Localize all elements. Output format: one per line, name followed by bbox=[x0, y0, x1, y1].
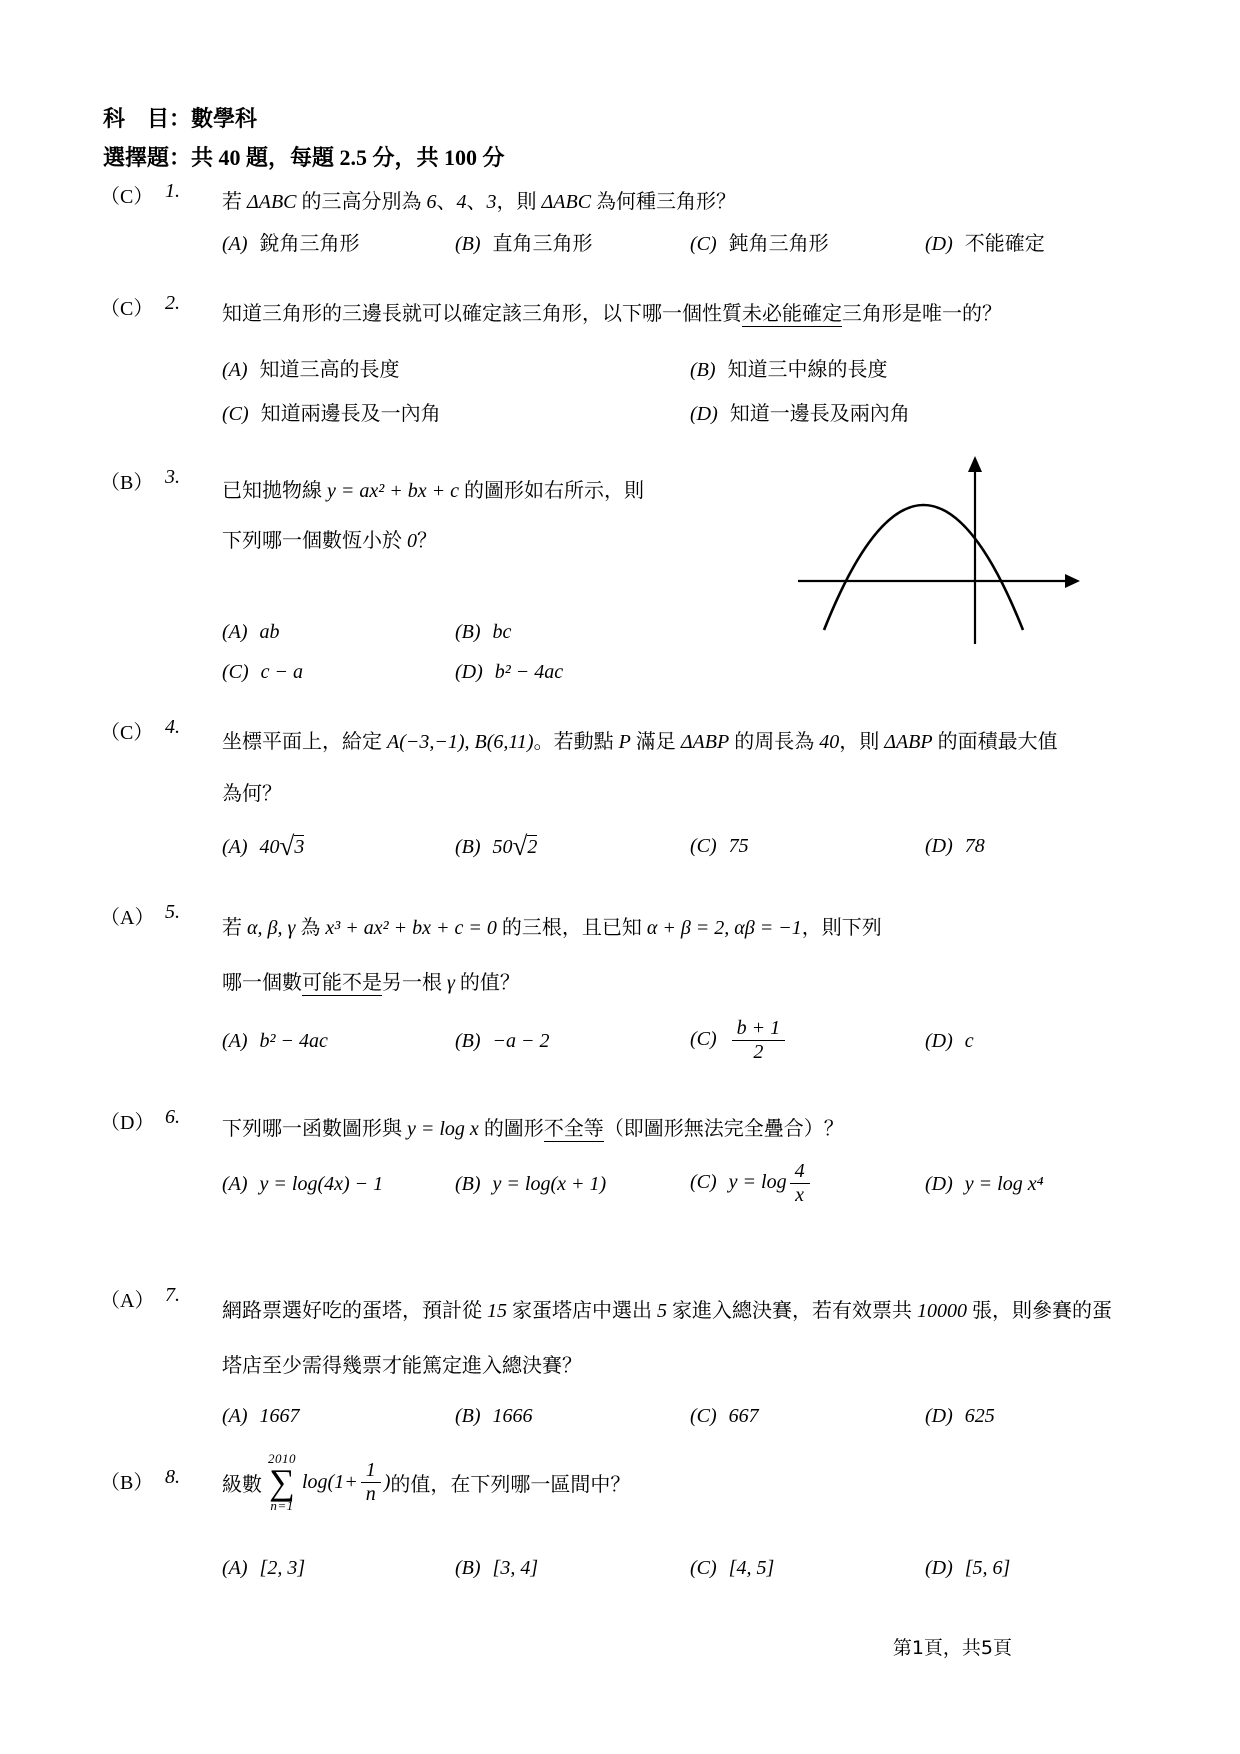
answer-label: （A） bbox=[100, 907, 155, 929]
option-text: −a − 2 bbox=[492, 1029, 550, 1052]
option-item bbox=[222, 392, 690, 436]
option-item bbox=[925, 826, 1160, 867]
question-body bbox=[222, 716, 1160, 867]
math-expression: 4 bbox=[456, 191, 467, 213]
question-number: 5. bbox=[165, 901, 180, 923]
option-item bbox=[690, 392, 1160, 436]
radicand: 3 bbox=[294, 836, 305, 858]
option-text: 銳角三角形 bbox=[259, 233, 360, 255]
option-label: (A) bbox=[222, 1029, 248, 1052]
stem-line bbox=[222, 956, 1160, 1011]
fraction bbox=[361, 1459, 381, 1506]
option-item bbox=[455, 1396, 690, 1436]
options-grid bbox=[222, 224, 1160, 264]
option-text: 知道三中線的長度 bbox=[727, 359, 888, 381]
math-expression: α, β, γ bbox=[247, 917, 296, 939]
math-expression: 40 bbox=[819, 731, 840, 753]
question-body bbox=[222, 1438, 1160, 1588]
option-text: 不能確定 bbox=[964, 233, 1045, 255]
options-grid bbox=[222, 612, 742, 692]
option-label: (A) bbox=[222, 1557, 248, 1579]
stem-text: 的三高分別為 bbox=[296, 191, 427, 213]
option-text: 直角三角形 bbox=[492, 233, 593, 255]
stem-text: 為何種三角形？ bbox=[591, 191, 737, 213]
stem-text: 的三根，且已知 bbox=[496, 917, 647, 939]
option-text: 鈍角三角形 bbox=[728, 233, 829, 255]
stem-text: 為何？ bbox=[222, 783, 282, 805]
option-label: (D) bbox=[925, 835, 953, 857]
option-text: 知道兩邊長及一內角 bbox=[260, 403, 441, 425]
option-item bbox=[690, 826, 925, 867]
stem-text: 家進入總決賽，若有效票共 bbox=[667, 1300, 917, 1322]
stem-text: 哪一個數 bbox=[222, 972, 302, 994]
math-expression: y = log x bbox=[407, 1118, 479, 1140]
parabola-curve bbox=[824, 505, 1023, 630]
option-text: [3, 4] bbox=[492, 1557, 539, 1579]
math-expression: y = ax² + bx + c bbox=[327, 480, 459, 502]
option-label: (D) bbox=[925, 1172, 953, 1195]
math-expression: ΔABP bbox=[884, 731, 933, 753]
options-grid bbox=[222, 348, 1160, 436]
option-item bbox=[925, 224, 1160, 264]
stem-text: 網路票選好吃的蛋塔，預計從 bbox=[222, 1300, 487, 1322]
option-item bbox=[455, 826, 690, 867]
stem-line bbox=[222, 768, 1160, 820]
option-item bbox=[925, 1021, 1160, 1061]
radical-icon: √ bbox=[512, 831, 528, 861]
stem-text: 家蛋塔店中選出 bbox=[507, 1300, 657, 1322]
option-label: (D) bbox=[925, 1405, 953, 1427]
question-stem bbox=[222, 1438, 1160, 1526]
option-item bbox=[690, 1396, 925, 1436]
option-text: 知道三高的長度 bbox=[259, 359, 400, 381]
question-stem bbox=[222, 180, 1160, 224]
option-label: (B) bbox=[690, 359, 716, 381]
option-text: 1667 bbox=[259, 1405, 300, 1427]
option-item bbox=[222, 826, 455, 867]
math-expression: 3 bbox=[486, 191, 497, 213]
option-label: (B) bbox=[455, 233, 481, 255]
math-expression: ΔABC bbox=[541, 191, 592, 213]
option-label: (C) bbox=[222, 661, 249, 683]
option-item bbox=[690, 1017, 925, 1064]
math-expression: P bbox=[618, 731, 631, 753]
question-number: 3. bbox=[165, 466, 180, 488]
math-expression: 0 bbox=[407, 530, 417, 552]
option-label: (C) bbox=[690, 1405, 717, 1427]
option-label: (A) bbox=[222, 1405, 248, 1427]
stem-text: 的周長為 bbox=[729, 731, 820, 753]
option-label: (D) bbox=[925, 233, 953, 255]
stem-text: 若 bbox=[222, 191, 247, 213]
options-grid bbox=[222, 1017, 1160, 1064]
question-stem bbox=[222, 1106, 1160, 1152]
option-label: (A) bbox=[222, 836, 248, 858]
option-text: ab bbox=[259, 621, 280, 643]
sqrt-coefficient: 50 bbox=[492, 836, 513, 858]
stem-text: 的值，在下列哪一區間中？ bbox=[390, 1473, 631, 1496]
option-label: (B) bbox=[455, 836, 481, 858]
summation-upper-bound: 2010 bbox=[268, 1450, 296, 1466]
underlined-text: 不全等 bbox=[543, 1118, 604, 1140]
option-text: 78 bbox=[964, 835, 985, 857]
answer-label: （C） bbox=[100, 186, 154, 208]
option-item bbox=[455, 1164, 690, 1204]
stem-text: 。若動點 bbox=[533, 731, 619, 753]
option-item bbox=[690, 348, 1160, 392]
option-label: (D) bbox=[690, 403, 718, 425]
option-label: (A) bbox=[222, 359, 248, 381]
fraction-denominator: n bbox=[365, 1482, 376, 1505]
underlined-text: 可能不是 bbox=[302, 972, 382, 994]
option-item bbox=[222, 612, 455, 652]
question-7 bbox=[100, 1284, 1160, 1436]
option-text: y = log bbox=[728, 1171, 787, 1194]
option-label: (A) bbox=[222, 1172, 248, 1195]
option-item bbox=[690, 1160, 925, 1207]
stem-line bbox=[222, 1339, 1160, 1394]
math-expression: α + β = 2, αβ = −1 bbox=[646, 917, 802, 939]
option-text: y = log(x + 1) bbox=[492, 1172, 607, 1195]
math-expression: 10000 bbox=[917, 1300, 967, 1322]
question-stem bbox=[222, 292, 1160, 336]
option-label: (A) bbox=[222, 233, 248, 255]
summation bbox=[268, 1452, 296, 1512]
math-expression: ) bbox=[383, 1470, 391, 1493]
question-5 bbox=[100, 901, 1160, 1064]
sqrt-coefficient: 40 bbox=[259, 836, 280, 858]
option-text: 667 bbox=[728, 1405, 759, 1427]
question-stem bbox=[222, 716, 1160, 820]
question-body bbox=[222, 292, 1160, 436]
option-label: (B) bbox=[455, 1405, 481, 1427]
answer-label: （A） bbox=[100, 1290, 155, 1312]
question-8 bbox=[100, 1438, 1160, 1588]
option-item bbox=[222, 1021, 455, 1061]
stem-text: 下列哪一函數圖形與 bbox=[222, 1118, 407, 1140]
option-label: (C) bbox=[690, 1557, 717, 1579]
question-number: 8. bbox=[165, 1466, 180, 1488]
option-item bbox=[455, 1021, 690, 1061]
stem-line bbox=[222, 1284, 1160, 1339]
summation-lower-bound: n=1 bbox=[270, 1498, 294, 1514]
option-text: [4, 5] bbox=[728, 1557, 775, 1579]
option-label: (D) bbox=[925, 1557, 953, 1579]
option-text: 知道一邊長及兩內角 bbox=[729, 403, 910, 425]
answer-label: （B） bbox=[100, 472, 154, 494]
math-expression: 6 bbox=[426, 191, 437, 213]
option-label: (B) bbox=[455, 1029, 481, 1052]
option-text: b² − 4ac bbox=[259, 1029, 328, 1052]
option-text: b² − 4ac bbox=[494, 661, 564, 683]
question-number: 4. bbox=[165, 716, 180, 738]
option-item bbox=[222, 348, 690, 392]
stem-text: ？ bbox=[417, 530, 437, 552]
option-text: 1666 bbox=[492, 1405, 533, 1427]
question-body bbox=[222, 901, 1160, 1064]
stem-line bbox=[222, 901, 1160, 956]
stem-text: 另一根 bbox=[382, 972, 447, 994]
options-grid bbox=[222, 1396, 1160, 1436]
option-label: (C) bbox=[690, 1171, 717, 1194]
stem-text: 張，則參賽的蛋 bbox=[967, 1300, 1112, 1322]
math-expression: log(1+ bbox=[302, 1470, 358, 1493]
option-label: (D) bbox=[455, 661, 483, 683]
stem-line bbox=[222, 1118, 844, 1142]
stem-text: 滿足 bbox=[630, 731, 681, 753]
option-text: y = log(4x) − 1 bbox=[259, 1172, 384, 1195]
stem-text: 的面積最大值 bbox=[932, 731, 1058, 753]
radicand: 2 bbox=[527, 836, 538, 858]
option-text: c − a bbox=[260, 661, 304, 683]
radical-icon: √ bbox=[279, 831, 295, 861]
question-4 bbox=[100, 716, 1160, 867]
math-expression: 5 bbox=[657, 1300, 667, 1322]
fraction-numerator: b + 1 bbox=[732, 1017, 786, 1041]
answer-label: （C） bbox=[100, 298, 154, 320]
question-1 bbox=[100, 180, 1160, 264]
options-grid bbox=[222, 826, 1160, 867]
option-item bbox=[222, 652, 455, 692]
math-expression: 15 bbox=[487, 1300, 507, 1322]
stem-text: 的圖形 bbox=[478, 1118, 544, 1140]
fraction bbox=[790, 1160, 810, 1207]
question-body bbox=[222, 180, 1160, 264]
stem-text: 下列哪一個數恆小於 bbox=[222, 530, 407, 552]
option-label: (C) bbox=[690, 233, 717, 255]
option-item bbox=[690, 1548, 925, 1588]
fraction-numerator: 1 bbox=[361, 1459, 381, 1483]
page-footer: 第1頁，共5頁 bbox=[892, 1637, 1012, 1659]
answer-label: （B） bbox=[100, 1472, 154, 1494]
header-subject: 科 目：數學科 bbox=[103, 106, 258, 131]
option-text bbox=[492, 831, 538, 861]
stem-text: 級數 bbox=[222, 1473, 262, 1496]
stem-text: （即圖形無法完全疊合）？ bbox=[603, 1118, 844, 1140]
option-text bbox=[259, 831, 305, 861]
question-2 bbox=[100, 292, 1160, 436]
stem-text: 、 bbox=[466, 191, 487, 213]
stem-text: 為 bbox=[295, 917, 326, 939]
option-label: (D) bbox=[925, 1029, 953, 1052]
option-item bbox=[455, 224, 690, 264]
option-text: [2, 3] bbox=[259, 1557, 306, 1579]
option-label: (C) bbox=[690, 1028, 717, 1051]
question-number: 2. bbox=[165, 292, 180, 314]
question-number: 6. bbox=[165, 1106, 180, 1128]
math-expression: x³ + ax² + bx + c = 0 bbox=[325, 917, 497, 939]
question-6 bbox=[100, 1106, 1160, 1207]
option-text: c bbox=[964, 1029, 974, 1052]
question-body bbox=[222, 1284, 1160, 1436]
fraction bbox=[732, 1017, 786, 1064]
option-text: 625 bbox=[964, 1405, 995, 1427]
underlined-text: 未必能確定 bbox=[742, 303, 842, 325]
math-expression: ΔABC bbox=[247, 191, 297, 213]
question-number: 1. bbox=[165, 180, 180, 202]
stem-text: 的圖形如右所示，則 bbox=[459, 480, 644, 502]
answer-label: （C） bbox=[100, 722, 154, 744]
option-item bbox=[925, 1548, 1160, 1588]
option-label: (B) bbox=[455, 621, 481, 643]
question-stem bbox=[222, 901, 1160, 1011]
option-item bbox=[925, 1396, 1160, 1436]
math-expression: γ bbox=[447, 972, 455, 994]
stem-line bbox=[222, 191, 736, 213]
option-item bbox=[455, 612, 742, 652]
option-item bbox=[222, 1164, 455, 1204]
fraction-denominator: 2 bbox=[753, 1041, 764, 1063]
stem-text: 、 bbox=[436, 191, 457, 213]
stem-line bbox=[222, 303, 1002, 327]
question-body bbox=[222, 1106, 1160, 1207]
option-item bbox=[222, 224, 455, 264]
stem-text: 塔店至少需得幾票才能篤定進入總決賽？ bbox=[222, 1355, 582, 1377]
option-item bbox=[455, 1548, 690, 1588]
stem-text: 的值？ bbox=[454, 972, 520, 994]
fraction-denominator: x bbox=[795, 1184, 805, 1206]
math-expression: A(−3,−1), B(6,11) bbox=[387, 731, 534, 753]
stem-text: 已知拋物線 bbox=[222, 480, 327, 502]
option-text: bc bbox=[492, 621, 512, 643]
option-item bbox=[222, 1548, 455, 1588]
question-stem bbox=[222, 1284, 1160, 1394]
options-grid bbox=[222, 1160, 1160, 1207]
y-axis-arrow-icon bbox=[968, 456, 982, 472]
option-text: [5, 6] bbox=[964, 1557, 1011, 1579]
option-item bbox=[690, 224, 925, 264]
parabola-figure bbox=[788, 450, 1092, 644]
stem-text: 三角形是唯一的？ bbox=[842, 303, 1002, 325]
stem-text: ，則下列 bbox=[801, 917, 882, 939]
option-text: y = log x⁴ bbox=[964, 1172, 1044, 1195]
answer-label: （D） bbox=[100, 1112, 155, 1134]
x-axis-arrow-icon bbox=[1065, 574, 1080, 588]
option-label: (B) bbox=[455, 1172, 481, 1195]
stem-text: 若 bbox=[222, 917, 247, 939]
question-number: 7. bbox=[165, 1284, 180, 1306]
option-label: (A) bbox=[222, 621, 248, 643]
math-expression: ΔABP bbox=[680, 731, 730, 753]
stem-text: ，則 bbox=[496, 191, 542, 213]
stem-text: 知道三角形的三邊長就可以確定該三角形，以下哪一個性質 bbox=[222, 303, 742, 325]
option-text: 75 bbox=[728, 835, 749, 857]
options-grid bbox=[222, 1548, 1160, 1588]
option-item bbox=[455, 652, 742, 692]
header-instructions: 選擇題：共 40 題，每題 2.5 分，共 100 分 bbox=[103, 145, 505, 170]
fraction-numerator: 4 bbox=[790, 1160, 810, 1184]
option-item bbox=[222, 1396, 455, 1436]
stem-text: ，則 bbox=[839, 731, 885, 753]
option-label: (B) bbox=[455, 1557, 481, 1579]
option-label: (C) bbox=[690, 835, 717, 857]
stem-line bbox=[222, 716, 1160, 768]
sigma-icon: ∑ bbox=[269, 1461, 295, 1502]
stem-text: 坐標平面上，給定 bbox=[222, 731, 387, 753]
option-label: (C) bbox=[222, 403, 249, 425]
option-item bbox=[925, 1164, 1160, 1204]
